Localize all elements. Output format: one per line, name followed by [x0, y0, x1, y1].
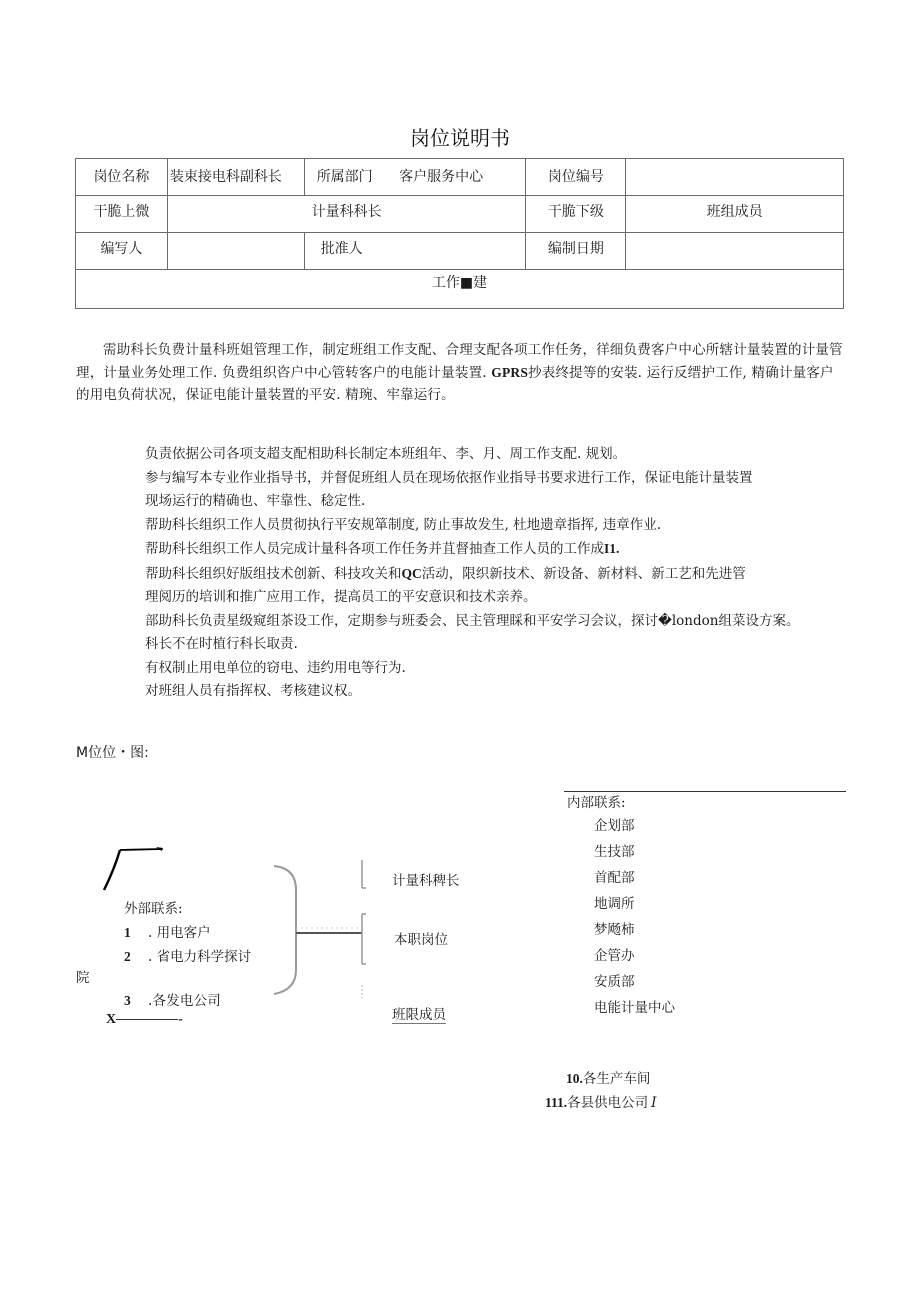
duty-item: 有权制止用电单位的窃电、违约用电等行为. — [145, 659, 406, 676]
bracket-connector-icon — [270, 860, 370, 1000]
duty-item: 负责依据公司各项支超支配相助科长制定本班组年、李、月、周工作支配. 规划。 — [145, 446, 627, 462]
duty-item: 理阅历的培训和推广应用工作，提高员工的平安意识和技术亲养。 — [145, 589, 537, 605]
relations-heading: M位位・图: — [76, 745, 149, 761]
value-date — [626, 233, 844, 270]
page-title: 岗位说明书 — [410, 126, 510, 150]
intro-text-1: 需助科长负费计量科班姐管理工作，制定班组工作支配、合理支配各项工作任务，徉细负费客户中心所辖计量装置的计量管理，计量业务处理工作. 负费组织咨户中心管转客户的电能计量装置. — [76, 342, 843, 381]
role-subordinate: 班限成员 — [392, 1003, 446, 1024]
corner-stroke-icon — [100, 840, 170, 895]
external-item: 1 . 用电客户 — [124, 925, 211, 941]
intro-paragraph — [76, 339, 846, 407]
job-info-table — [75, 158, 844, 309]
label-author: 编写人 — [76, 233, 168, 270]
internal-item: 安质部 — [594, 974, 635, 990]
table-row — [76, 233, 844, 270]
internal-item: 生技部 — [594, 844, 635, 860]
label-department: 所属部门 — [316, 169, 373, 185]
internal-item: 首配部 — [594, 870, 635, 886]
role-superior: 计量科稗长 — [392, 873, 460, 889]
external-footer: X - — [106, 1012, 183, 1027]
value-position-code — [626, 159, 844, 196]
value-department: 客户服务中心 — [399, 169, 484, 185]
duty-item: 对班组人员有指挥权、考核建议权。 — [145, 683, 361, 699]
internal-item: 111.各县供电公司 I — [545, 1095, 657, 1111]
internal-item: 电能计量中心 — [594, 1000, 675, 1016]
value-superior: 计量科科长 — [167, 196, 526, 233]
value-position-name: 装束接电科副科长 — [167, 159, 304, 196]
external-relations — [124, 897, 251, 969]
label-approver: 批准人 — [304, 233, 526, 270]
external-item: 2 . 省电力科学探讨 — [124, 949, 252, 965]
label-date: 编制日期 — [526, 233, 626, 270]
duty-item: 现场运行的精确也、牢靠性、稔定性. — [145, 493, 366, 509]
duties-list — [145, 443, 845, 704]
external-heading: 外部联系: — [124, 901, 183, 917]
internal-item: 企管办 — [594, 948, 635, 964]
duty-text: 活动，限织新技术、新设备、新材料、新工艺和先进管 — [421, 565, 746, 582]
label-position-code: 岗位编号 — [526, 159, 626, 196]
internal-relations — [567, 793, 675, 1021]
external-wrap-text: 院 — [76, 970, 90, 986]
divider-line — [564, 791, 846, 792]
internal-item: 地调所 — [594, 896, 635, 912]
duty-item — [145, 562, 845, 587]
label-superior: 干脆上微 — [76, 196, 168, 233]
label-position-name: 岗位名称 — [76, 159, 168, 196]
duty-item: 参与编写本专业作业指导书，并督促班组人员在现场依抠作业指导书要求进行工作，保证电能计量装置 — [145, 469, 753, 486]
internal-item: 10.各生产车间 — [566, 1071, 651, 1087]
dept-cell — [304, 159, 526, 196]
value-subordinate: 班组成员 — [626, 196, 844, 233]
intro-text-2: 抄表终提等的安装. 运行反缙护工作, 精确计量客户的用电负荷状况，保证电能计量装置的平安. 精琬、牢靠运行。 — [76, 364, 834, 403]
duty-item: 部助科长负责星级窥组茶设工作，定期参与班委会、民主管理睬和平安学习会议，探讨�london组菜设方案。 — [145, 612, 800, 629]
section-work-summary: 工作■建 — [76, 270, 844, 309]
internal-heading: 内部联系: — [567, 795, 626, 811]
duty-item: 科长不在时植行科长取责. — [145, 636, 298, 652]
table-row — [76, 196, 844, 233]
label-subordinate: 干脆下级 — [526, 196, 626, 233]
duty-bold: I1. — [604, 541, 620, 556]
external-item: 3 .各发电公司 — [124, 993, 221, 1009]
duty-bold: QC — [401, 565, 422, 581]
internal-item: 梦飏柿 — [594, 922, 635, 938]
duty-item — [145, 537, 845, 562]
table-row — [76, 159, 844, 196]
table-row — [76, 270, 844, 309]
internal-item: 企划部 — [594, 818, 635, 834]
value-author — [167, 233, 304, 270]
intro-bold: GPRS — [491, 364, 529, 380]
duty-item: 帮助科长组织工作人员贯彻执行平安规箪制度, 防止事故发生, 杜地遗章指挥, 违章作业. — [145, 516, 662, 533]
duty-text: 帮助科长组织好版组技术创新、科技攻关和 — [145, 565, 402, 582]
duty-text: 帮助科长组织工作人员完成计量科各项工作任务并苴督抽查工作人员的工作成 — [145, 541, 604, 557]
role-current: 本职岗位 — [394, 932, 448, 948]
